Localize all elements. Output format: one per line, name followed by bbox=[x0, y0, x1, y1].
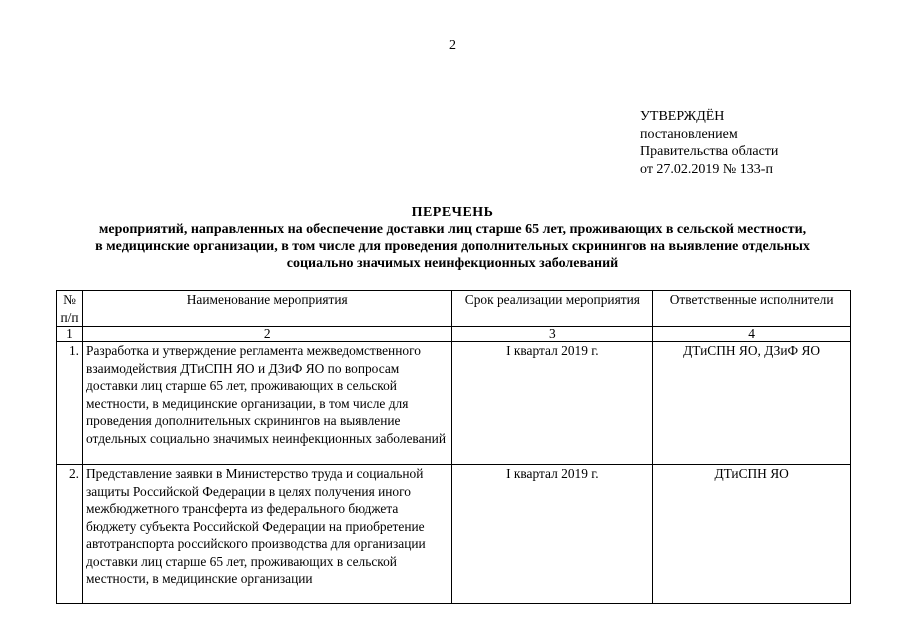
row-measure-name: Разработка и утверждение регламента межведомственного взаимодействия ДТиСПН ЯО и ДЗиФ ЯО по вопросам доставки лиц старше 65 лет, проживающих в сельской местности, в медицинские организации, в том числе для проведения дополнительных скринингов на выявление отдельных социально значимых неинфекционных заболеваний bbox=[83, 342, 452, 465]
header-responsible: Ответственные исполнители bbox=[653, 291, 851, 327]
row-term: I квартал 2019 г. bbox=[452, 342, 653, 465]
column-number-1: 1 bbox=[57, 327, 83, 342]
header-num: № п/п bbox=[57, 291, 83, 327]
title-heading: ПЕРЕЧЕНЬ bbox=[411, 205, 494, 220]
page-number: 2 bbox=[449, 38, 456, 53]
approval-line-approved: УТВЕРЖДЁН bbox=[640, 109, 725, 124]
table-row bbox=[57, 465, 851, 604]
title-subtitle-line-1: мероприятий, направленных на обеспечение доставки лиц старше 65 лет, проживающих в сельской местности, bbox=[98, 222, 807, 237]
row-number: 2. bbox=[57, 465, 83, 604]
header-name: Наименование мероприятия bbox=[83, 291, 452, 327]
title-subtitle-line-3: социально значимых неинфекционных заболеваний bbox=[286, 256, 619, 271]
header-term: Срок реализации мероприятия bbox=[452, 291, 653, 327]
column-number-4: 4 bbox=[653, 327, 851, 342]
approval-line-resolution: постановлением bbox=[640, 126, 738, 142]
table-header-row bbox=[57, 291, 851, 327]
row-term: I квартал 2019 г. bbox=[452, 465, 653, 604]
table-row bbox=[57, 342, 851, 465]
row-number: 1. bbox=[57, 342, 83, 465]
row-responsible: ДТиСПН ЯО bbox=[653, 465, 851, 604]
title-subtitle-line-2: в медицинские организации, в том числе для проведения дополнительных скринингов на выявление отдельных bbox=[95, 239, 810, 254]
document-title bbox=[40, 204, 865, 272]
row-measure-name: Представление заявки в Министерство труда и социальной защиты Российской Федерации в целях получения иного межбюджетного трансферта из федерального бюджета бюджету субъекта Российской Федерации на приобретение автотранспорта российского производства для организации доставки лиц старше 65 лет, проживающих в сельской местности, в медицинские организации bbox=[83, 465, 452, 604]
approval-line-government: Правительства области bbox=[640, 144, 779, 159]
row-responsible: ДТиСПН ЯО, ДЗиФ ЯО bbox=[653, 342, 851, 465]
column-numbers-row bbox=[57, 327, 851, 342]
approval-line-date-number: от 27.02.2019 № 133-п bbox=[640, 161, 773, 177]
approval-stamp bbox=[640, 108, 880, 178]
measures-table bbox=[56, 290, 851, 604]
column-number-3: 3 bbox=[452, 327, 653, 342]
column-number-2: 2 bbox=[83, 327, 452, 342]
